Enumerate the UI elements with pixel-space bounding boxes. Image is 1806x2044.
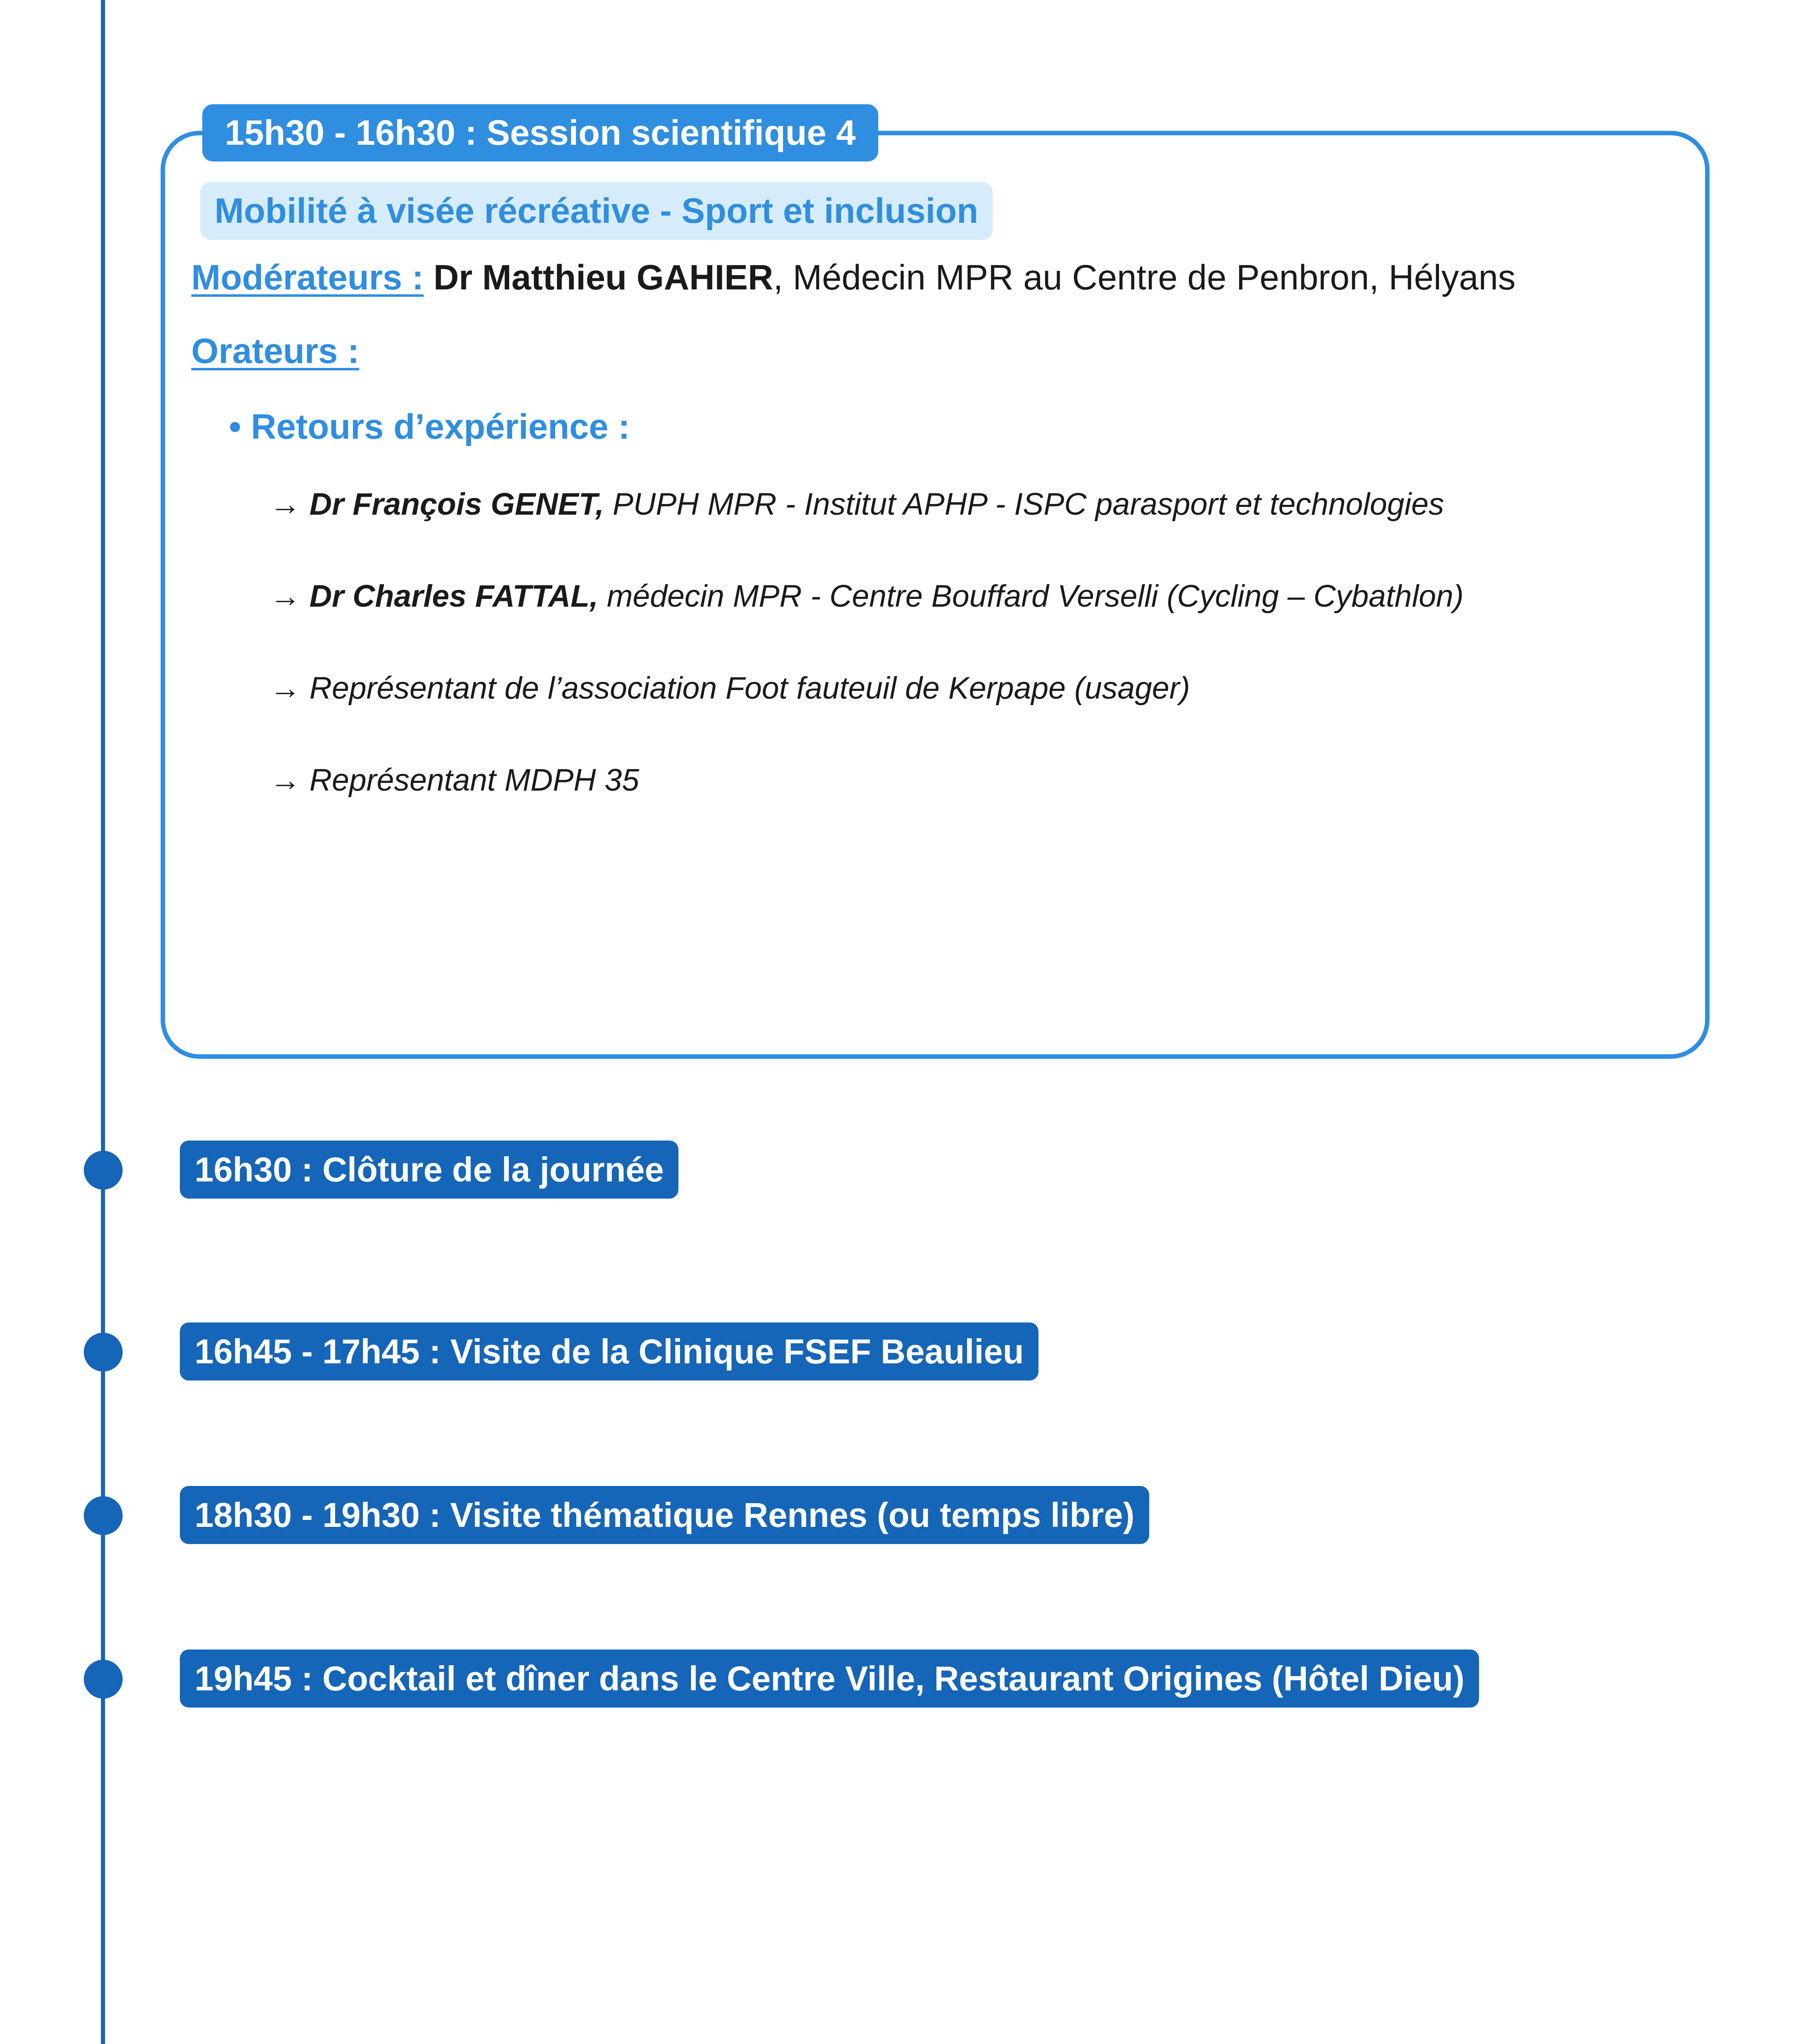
arrow-icon: →: [270, 487, 310, 522]
speaker-name: Dr François GENET,: [309, 487, 604, 522]
timeline-dot: [84, 1496, 123, 1535]
moderators-label: Modérateurs :: [191, 258, 424, 297]
speaker-detail: médecin MPR - Centre Bouffard Verselli (Cycling – Cybathlon): [598, 579, 1464, 614]
speaker-item: [270, 578, 1464, 614]
speaker-item: [270, 486, 1444, 522]
speaker-item: [270, 670, 1190, 706]
session-title: 15h30 - 16h30 : Session scientifique 4: [202, 104, 878, 161]
timeline-dot: [84, 1151, 123, 1190]
speaker-detail: Représentant de l’association Foot fauteuil de Kerpape (usager): [309, 671, 1190, 706]
speakers-label: Orateurs :: [191, 332, 360, 371]
event-rennes-visit: 18h30 - 19h30 : Visite thématique Rennes (ou temps libre): [180, 1486, 1149, 1544]
event-clinic-visit: 16h45 - 17h45 : Visite de la Clinique FSEF Beaulieu: [180, 1322, 1038, 1381]
timeline-dot: [84, 1333, 123, 1372]
session-theme: Mobilité à visée récréative - Sport et inclusion: [200, 182, 993, 240]
speaker-detail: Représentant MDPH 35: [309, 763, 639, 798]
event-cocktail-dinner: 19h45 : Cocktail et dîner dans le Centre Ville, Restaurant Origines (Hôtel Dieu): [180, 1650, 1479, 1708]
event-closing: 16h30 : Clôture de la journée: [180, 1141, 678, 1199]
timeline-dot: [84, 1660, 123, 1699]
moderators-line: [191, 258, 1515, 298]
speakers-heading: [191, 331, 359, 372]
speaker-item: [270, 762, 639, 798]
speaker-name: Dr Charles FATTAL,: [309, 579, 598, 614]
arrow-icon: →: [270, 579, 310, 614]
arrow-icon: →: [270, 671, 310, 706]
speaker-detail: PUPH MPR - Institut APHP - ISPC parasport et technologies: [604, 487, 1444, 522]
timeline-line: [101, 0, 105, 2044]
feedback-heading: • Retours d’expérience :: [229, 407, 630, 446]
moderator-detail: , Médecin MPR au Centre de Penbron, Hélyans: [773, 258, 1516, 297]
moderator-name: Dr Matthieu GAHIER: [433, 258, 773, 297]
arrow-icon: →: [270, 763, 310, 798]
